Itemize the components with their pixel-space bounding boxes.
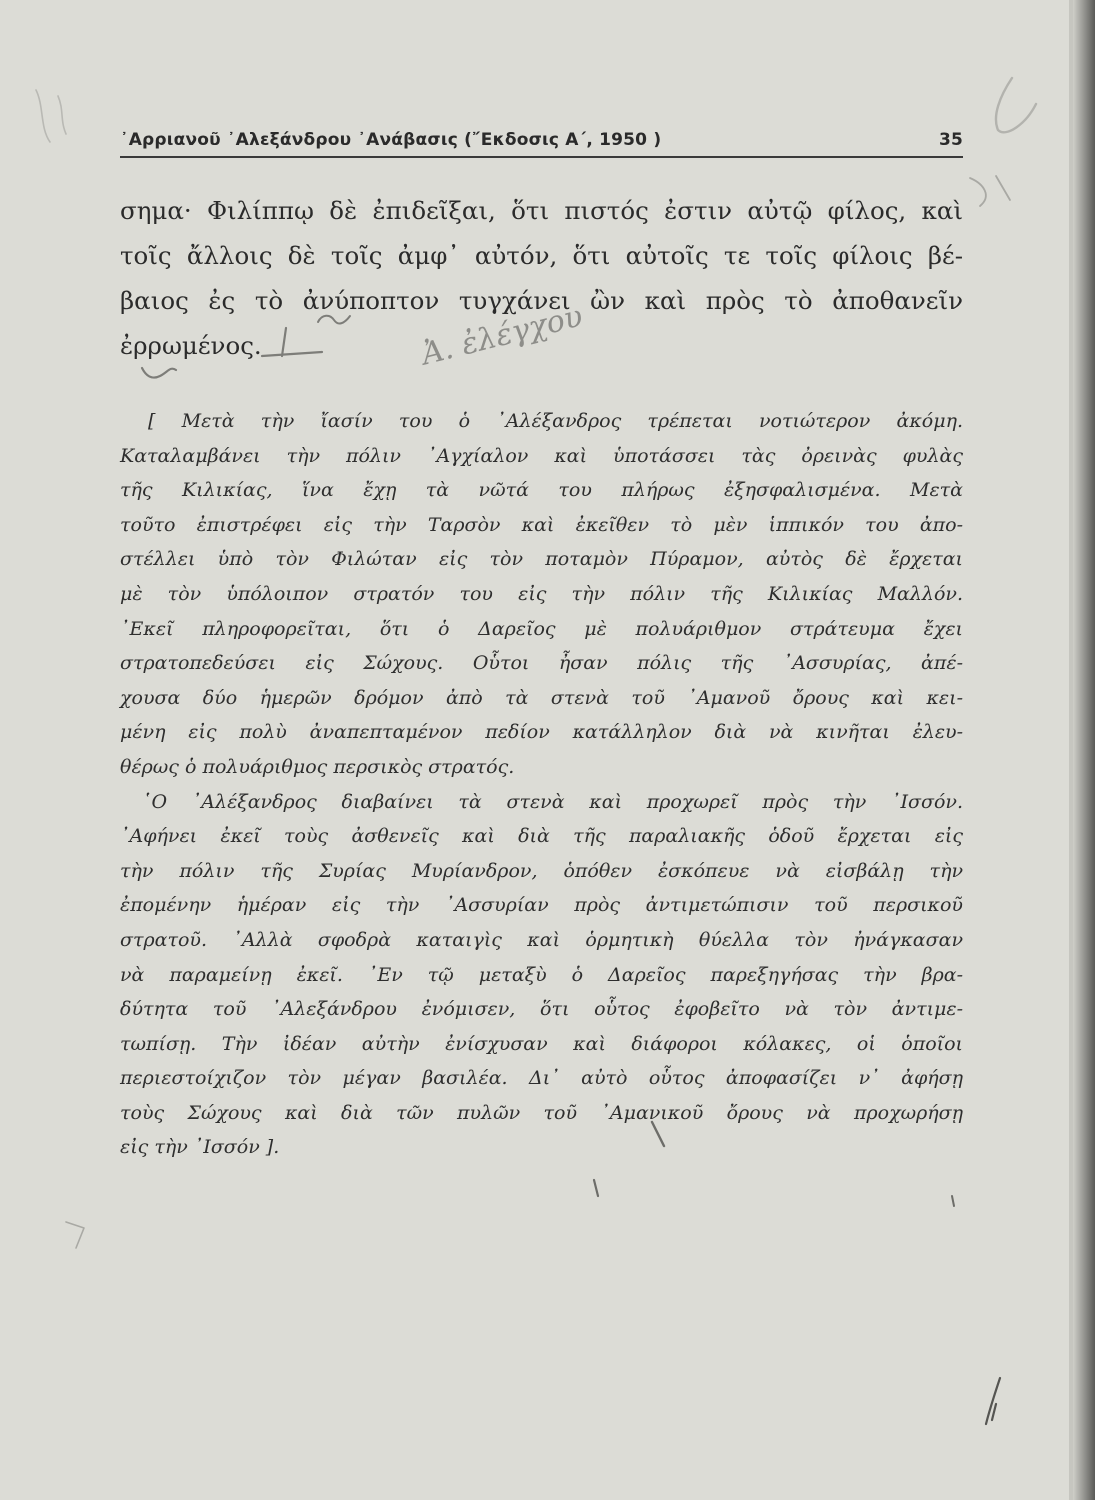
summary-line: τοὺς Σώχους καὶ διὰ τῶν πυλῶν τοῦ ᾿Αμανικοῦ ὄρους νὰ προχωρήσῃ [120,1101,963,1124]
greek-line: βαιος ἐς τὸ ἀνύποπτον τυγχάνει ὢν καὶ πρὸς τὸ ἀποθανεῖν [120,286,963,315]
summary-line: εἰς τὴν ᾿Ισσόν ]. [120,1136,280,1159]
summary-line: ᾿Εκεῖ πληροφορεῖται, ὅτι ὁ Δαρεῖος μὲ πολυάριθμον στράτευμα ἔχει [120,617,963,640]
pencil-sketch-top-right [996,78,1036,132]
summary-line: νὰ παραμείνῃ ἐκεῖ. ᾿Εν τῷ μεταξὺ ὁ Δαρεῖος παρεξηγήσας τὴν βρα- [120,963,963,986]
margin-tick-mark [952,1196,954,1206]
pencil-stroke-bottom-right [986,1378,1000,1424]
greek-line: τοῖς ἄλλοις δὲ τοῖς ἀμφ᾿ αὐτόν, ὅτι αὐτοῖς τε τοῖς φίλοις βέ- [120,241,963,270]
summary-line: μὲ τὸν ὑπόλοιπον στρατόν του εἰς τὴν πόλιν τῆς Κιλικίας Μαλλόν. [120,582,963,605]
page-edge [1073,0,1095,1500]
running-header [120,130,963,156]
summary-line: περιεστοίχιζον τὸν μέγαν βασιλέα. Δι᾿ αὐτὸ οὗτος ἀποφασίζει ν᾿ ἀφήσῃ [120,1067,963,1090]
pencil-sketch-right [970,176,1010,206]
summary-line: ᾿Αφήνει ἐκεῖ τοὺς ἀσθενεῖς καὶ διὰ τῆς παραλιακῆς ὁδοῦ ἔρχεται εἰς [120,825,963,848]
summary-line: χουσα δύο ἡμερῶν δρόμον ἀπὸ τὰ στενὰ τοῦ ᾿Αμανοῦ ὄρους καὶ κει- [120,686,963,709]
summary-line: τωπίσῃ. Τὴν ἰδέαν αὐτὴν ἐνίσχυσαν καὶ διάφοροι κόλακες, οἱ ὁποῖοι [120,1032,963,1055]
pencil-sketch-left-lower [66,1222,84,1248]
summary-line: ῾Ο ᾿Αλέξανδρος διαβαίνει τὰ στενὰ καὶ προχωρεῖ πρὸς τὴν ᾿Ισσόν. [142,790,963,813]
summary-line: στρατοπεδεύσει εἰς Σώχους. Οὗτοι ἦσαν πόλις τῆς ᾿Ασσυρίας, ἀπέ- [120,652,963,675]
summary-line: μένη εἰς πολὺ ἀναπεπταμένον πεδίον κατάλληλον διὰ νὰ κινῆται ἐλευ- [120,721,963,744]
greek-line: σημα· Φιλίππῳ δὲ ἐπιδεῖξαι, ὅτι πιστός ἐστιν αὐτῷ φίλος, καὶ [120,196,963,225]
summary-line: στέλλει ὑπὸ τὸν Φιλώταν εἰς τὸν ποταμὸν Πύραμον, αὐτὸς δὲ ἔρχεται [120,548,963,571]
modern-summary-text [120,404,963,1165]
summary-line: ἐπομένην ἡμέραν εἰς τὴν ᾿Ασσυρίαν πρὸς ἀντιμετώπισιν τοῦ περσικοῦ [120,894,963,917]
running-title: ᾿Αρριανοῦ ᾿Αλεξάνδρου ᾿Ανάβασις (῎Εκδοσις Α΄, 1950 ) [120,130,662,150]
header-rule [120,156,963,158]
pencil-stroke-lower [594,1180,598,1196]
pencil-tick-mark [142,368,176,378]
handwritten-annotation: Ἀ. ἐλέγχου [418,298,587,373]
summary-line: Καταλαμβάνει τὴν πόλιν ᾿Αγχίαλον καὶ ὑποτάσσει τὰς ὀρεινὰς φυλὰς [120,444,963,467]
summary-line: [ Μετὰ τὴν ἴασίν του ὁ ᾿Αλέξανδρος τρέπεται νοτιώτερον ἀκόμη. [148,410,963,432]
summary-line: τὴν πόλιν τῆς Συρίας Μυρίανδρον, ὁπόθεν ἐσκόπευε νὰ εἰσβάλῃ τὴν [120,859,963,882]
summary-line: δύτητα τοῦ ᾿Αλεξάνδρου ἐνόμισεν, ὅτι οὗτος ἐφοβεῖτο νὰ τὸν ἀντιμε- [120,998,963,1021]
summary-line: τῆς Κιλικίας, ἵνα ἔχῃ τὰ νῶτά του πλήρως ἐξησφαλισμένα. Μετὰ [120,479,963,502]
summary-line: θέρως ὁ πολυάριθμος περσικὸς στρατός. [120,755,515,778]
greek-line: ἐρρωμένος. [120,331,262,360]
page-number: 35 [938,130,963,150]
pencil-sketch-left [36,90,66,142]
summary-line: στρατοῦ. ᾿Αλλὰ σφοδρὰ καταιγὶς καὶ ὁρμητικὴ θύελλα τὸν ἠνάγκασαν [120,928,963,951]
summary-line: τοῦτο ἐπιστρέφει εἰς τὴν Ταρσὸν καὶ ἐκεῖθεν τὸ μὲν ἱππικόν του ἀπο- [120,513,963,536]
